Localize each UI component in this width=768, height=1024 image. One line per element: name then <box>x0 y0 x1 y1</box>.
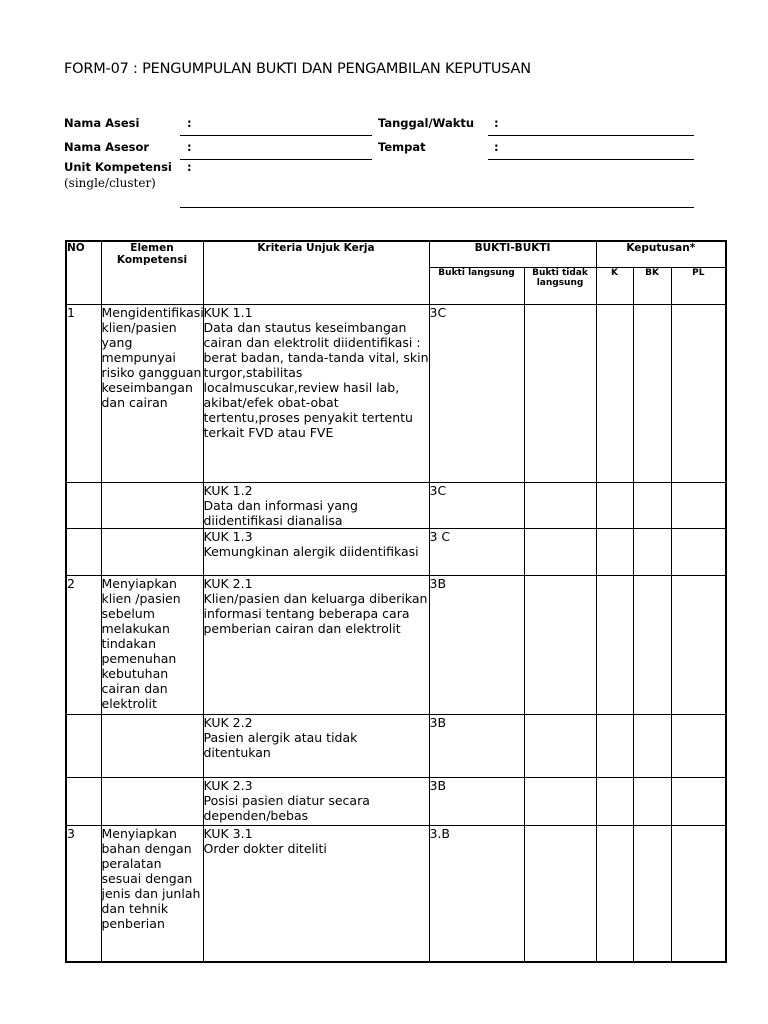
row-elemen <box>101 777 203 825</box>
table-row <box>66 528 726 575</box>
kuk-id: KUK 1.1 <box>203 304 253 320</box>
row-bukti-langsung: 3C <box>429 304 524 482</box>
kuk-id: KUK 2.3 <box>203 777 253 793</box>
row-elemen <box>101 528 203 575</box>
row-elemen: Menyiapkan bahan dengan peralatan sesuai dengan jenis dan junlah dan tehnik penberian <box>101 825 203 962</box>
header-no: NO <box>66 241 101 304</box>
cell-bk[interactable] <box>633 304 671 482</box>
cell-pl[interactable] <box>671 304 726 482</box>
cell-pl[interactable] <box>671 482 726 528</box>
cell-bukti-tidak-langsung[interactable] <box>524 304 596 482</box>
row-kuk <box>203 304 429 482</box>
row-no: 2 <box>66 575 101 714</box>
colon-unit-kompetensi: : <box>187 160 192 174</box>
header-bukti-tidak-langsung: Bukti tidak langsung <box>524 267 596 304</box>
label-nama-asesor: Nama Asesor <box>64 140 150 154</box>
cell-k[interactable] <box>596 825 633 962</box>
header-bukti: BUKTI-BUKTI <box>429 241 596 267</box>
row-kuk <box>203 528 429 575</box>
cell-k[interactable] <box>596 714 633 777</box>
label-unit-kompetensi: Unit Kompetensi <box>64 160 172 174</box>
row-no <box>66 528 101 575</box>
row-bukti-langsung: 3 C <box>429 528 524 575</box>
row-kuk <box>203 825 429 962</box>
table-row <box>66 304 726 482</box>
label-nama-asesi: Nama Asesi <box>64 116 140 130</box>
input-line-tanggal-waktu[interactable] <box>488 135 694 136</box>
header-k: K <box>596 267 633 304</box>
header-elemen: Elemen Kompetensi <box>101 241 203 304</box>
cell-pl[interactable] <box>671 575 726 714</box>
row-no <box>66 777 101 825</box>
header-keputusan: Keputusan* <box>596 241 726 267</box>
row-bukti-langsung: 3C <box>429 482 524 528</box>
kuk-text: Posisi pasien diatur secara dependen/bebas <box>203 792 370 823</box>
kuk-text: Data dan informasi yang diidentifikasi dianalisa <box>203 497 358 528</box>
label-tempat: Tempat <box>378 140 426 154</box>
header-bk: BK <box>633 267 671 304</box>
evidence-table <box>65 240 727 963</box>
cell-k[interactable] <box>596 575 633 714</box>
row-no: 3 <box>66 825 101 962</box>
cell-bukti-tidak-langsung[interactable] <box>524 777 596 825</box>
label-tanggal-waktu: Tanggal/Waktu <box>378 116 475 130</box>
row-bukti-langsung: 3B <box>429 714 524 777</box>
row-bukti-langsung: 3B <box>429 575 524 714</box>
cell-pl[interactable] <box>671 825 726 962</box>
unit-kompetensi-subtitle: (single/cluster) <box>64 176 156 190</box>
row-kuk <box>203 575 429 714</box>
cell-bukti-tidak-langsung[interactable] <box>524 528 596 575</box>
row-no <box>66 482 101 528</box>
input-line-nama-asesor[interactable] <box>180 159 372 160</box>
header-pl: PL <box>671 267 726 304</box>
row-elemen: Menyiapkan klien /pasien sebelum melakukan tindakan pemenuhan kebutuhan cairan dan elektrolit <box>101 575 203 714</box>
cell-bk[interactable] <box>633 825 671 962</box>
colon-tanggal-waktu: : <box>494 116 499 130</box>
cell-bukti-tidak-langsung[interactable] <box>524 482 596 528</box>
kuk-id: KUK 1.2 <box>203 482 253 498</box>
kuk-text: Data dan stautus keseimbangan cairan dan elektrolit diidentifikasi : berat badan, tanda-tanda vital, skin turgor,stabilitas localmuscukar,review hasil lab, akibat/efek obat-obat tertentu,proses penyakit tertentu terkait FVD atau FVE <box>203 319 429 440</box>
table-row <box>66 482 726 528</box>
row-bukti-langsung: 3.B <box>429 825 524 962</box>
form-title: FORM-07 : PENGUMPULAN BUKTI DAN PENGAMBILAN KEPUTUSAN <box>64 61 531 77</box>
cell-k[interactable] <box>596 528 633 575</box>
cell-bk[interactable] <box>633 714 671 777</box>
colon-nama-asesor: : <box>187 140 192 154</box>
cell-k[interactable] <box>596 304 633 482</box>
table-row <box>66 575 726 714</box>
row-no: 1 <box>66 304 101 482</box>
cell-bukti-tidak-langsung[interactable] <box>524 575 596 714</box>
cell-k[interactable] <box>596 777 633 825</box>
cell-bk[interactable] <box>633 482 671 528</box>
row-elemen <box>101 714 203 777</box>
row-bukti-langsung: 3B <box>429 777 524 825</box>
row-elemen <box>101 482 203 528</box>
cell-bukti-tidak-langsung[interactable] <box>524 825 596 962</box>
row-elemen: Mengidentifikasi klien/pasien yang mempunyai risiko gangguan keseimbangan dan cairan <box>101 304 203 482</box>
row-no <box>66 714 101 777</box>
input-line-tempat[interactable] <box>488 159 694 160</box>
kuk-text: Pasien alergik atau tidak ditentukan <box>203 729 358 760</box>
cell-bk[interactable] <box>633 528 671 575</box>
header-kuk: Kriteria Unjuk Kerja <box>203 241 429 304</box>
cell-bk[interactable] <box>633 575 671 714</box>
kuk-id: KUK 2.1 <box>203 575 253 591</box>
input-line-nama-asesi[interactable] <box>180 135 372 136</box>
colon-nama-asesi: : <box>187 116 192 130</box>
colon-tempat: : <box>494 140 499 154</box>
row-kuk <box>203 482 429 528</box>
table-row <box>66 777 726 825</box>
cell-k[interactable] <box>596 482 633 528</box>
input-line-unit-kompetensi[interactable] <box>180 207 694 208</box>
cell-pl[interactable] <box>671 777 726 825</box>
kuk-text: Klien/pasien dan keluarga diberikan informasi tentang beberapa cara pemberian cairan dan elektrolit <box>203 590 428 636</box>
header-bukti-langsung: Bukti langsung <box>429 267 524 304</box>
kuk-text: Order dokter diteliti <box>203 840 327 856</box>
table-row <box>66 714 726 777</box>
row-kuk <box>203 777 429 825</box>
kuk-id: KUK 3.1 <box>203 825 253 841</box>
cell-pl[interactable] <box>671 528 726 575</box>
cell-pl[interactable] <box>671 714 726 777</box>
table-row <box>66 825 726 962</box>
row-kuk <box>203 714 429 777</box>
cell-bk[interactable] <box>633 777 671 825</box>
kuk-id: KUK 2.2 <box>203 714 253 730</box>
cell-bukti-tidak-langsung[interactable] <box>524 714 596 777</box>
kuk-text: Kemungkinan alergik diidentifikasi <box>203 543 419 559</box>
kuk-id: KUK 1.3 <box>203 528 253 544</box>
